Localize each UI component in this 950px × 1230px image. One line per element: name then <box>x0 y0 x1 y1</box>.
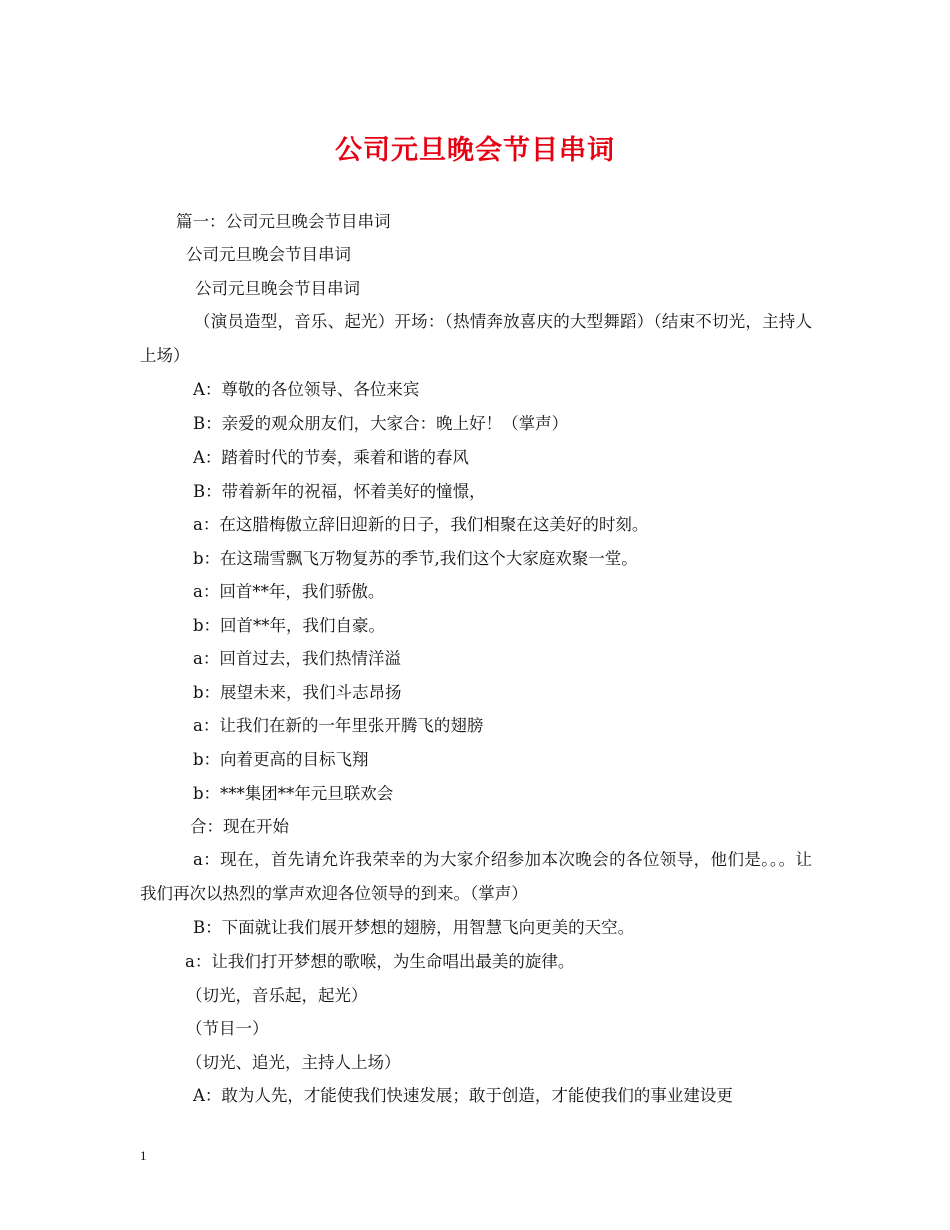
paragraph-line: a：现在，首先请允许我荣幸的为大家介绍参加本次晚会的各位领导，他们是。。。让我们再次以热烈的掌声欢迎各位领导的到来。（掌声） <box>140 850 812 903</box>
paragraph-line: 合：现在开始 <box>190 817 289 836</box>
paragraph-line: b：回首**年，我们自豪。 <box>193 616 386 635</box>
paragraph-line: a：让我们在新的一年里张开腾飞的翅膀 <box>193 716 484 735</box>
paragraph-line: B：带着新年的祝福，怀着美好的憧憬， <box>193 482 486 501</box>
paragraph-line: （节目一） <box>186 1019 269 1038</box>
paragraph-line: b：向着更高的目标飞翔 <box>193 750 369 769</box>
paragraph-line: b：***集团**年元旦联欢会 <box>193 784 394 803</box>
paragraph-line: 公司元旦晚会节目串词 <box>195 279 360 298</box>
paragraph-line: a：回首**年，我们骄傲。 <box>193 582 385 601</box>
paragraph-line: A：敢为人先，才能使我们快速发展；敢于创造，才能使我们的事业建设更 <box>193 1086 733 1105</box>
paragraph-line: a：回首过去，我们热情洋溢 <box>193 649 401 668</box>
paragraph-line: a：在这腊梅傲立辞旧迎新的日子，我们相聚在这美好的时刻。 <box>193 515 649 534</box>
page-number: 1 <box>140 1148 147 1163</box>
paragraph-line: B：亲爱的观众朋友们，大家合：晚上好！（掌声） <box>193 414 569 433</box>
paragraph-line: b：展望未来，我们斗志昂扬 <box>193 683 402 702</box>
paragraph-line: A：尊敬的各位领导、各位来宾 <box>193 380 420 399</box>
document-title: 公司元旦晚会节目串词 <box>335 135 615 166</box>
paragraph-line: a：让我们打开梦想的歌喉，为生命唱出最美的旋律。 <box>185 952 575 971</box>
paragraph-line: A：踏着时代的节奏，乘着和谐的春风 <box>193 448 469 467</box>
paragraph-line: 公司元旦晚会节目串词 <box>186 245 351 264</box>
paragraph-line: （切光、追光，主持人上场） <box>186 1053 401 1072</box>
paragraph-line: b：在这瑞雪飘飞万物复苏的季节,我们这个大家庭欢聚一堂。 <box>193 549 638 568</box>
section-heading: 篇一：公司元旦晚会节目串词 <box>176 212 391 231</box>
paragraph-line: （切光，音乐起，起光） <box>186 986 368 1005</box>
paragraph-line: B：下面就让我们展开梦想的翅膀，用智慧飞向更美的天空。 <box>193 918 635 937</box>
paragraph-line: （演员造型，音乐、起光）开场：（热情奔放喜庆的大型舞蹈）（结束不切光，主持人上场） <box>140 312 812 365</box>
